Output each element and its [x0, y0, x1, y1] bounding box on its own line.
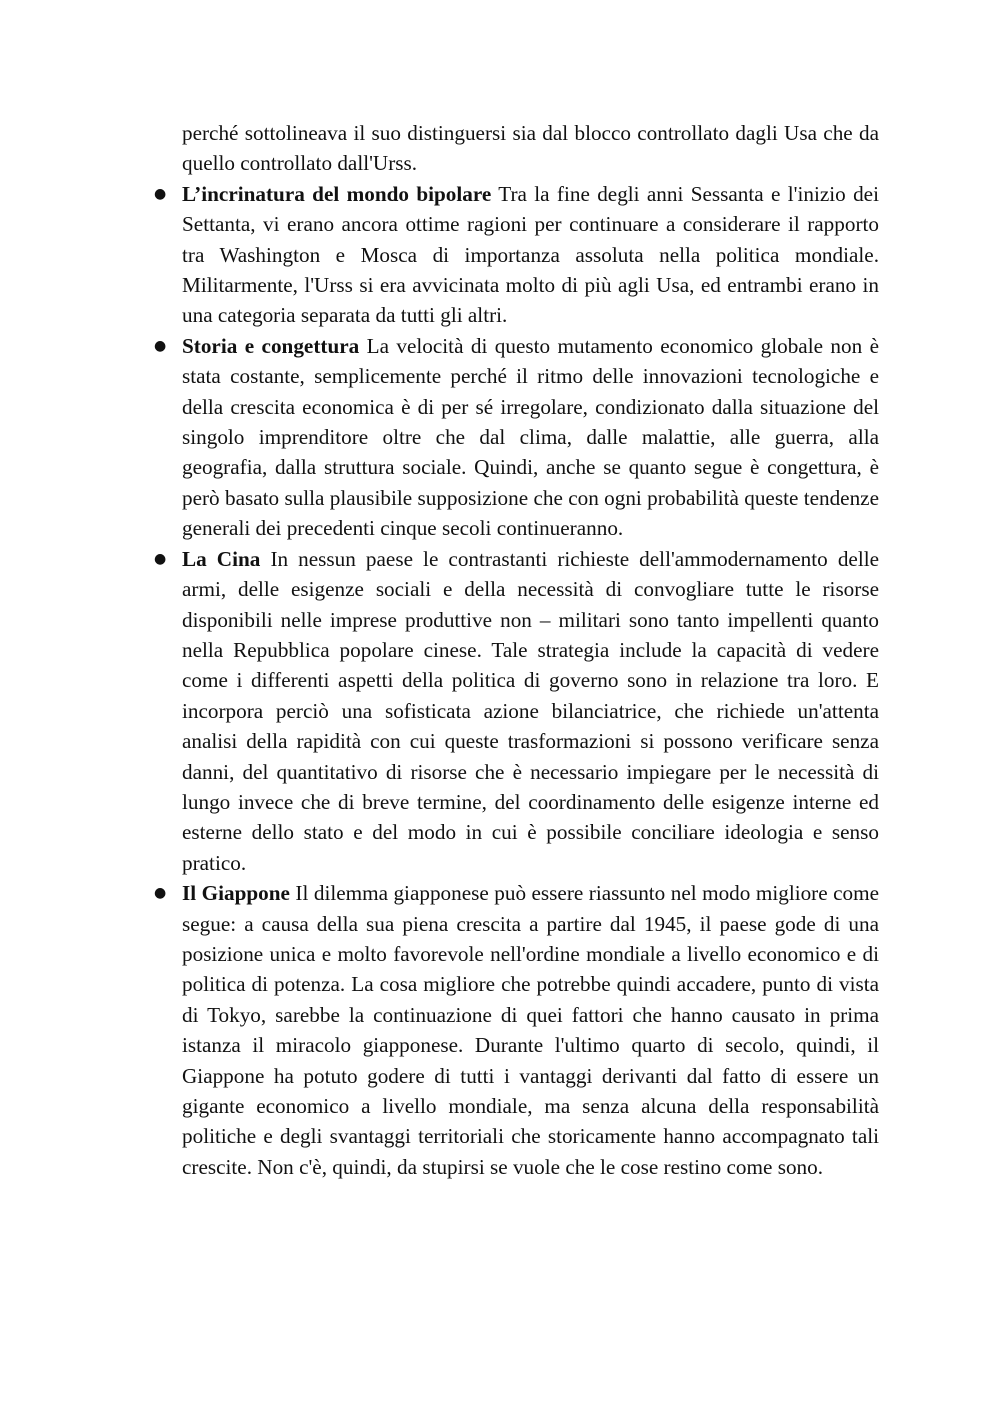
item-text: Tra la fine degli anni Sessanta e l'inizio dei Settanta, vi erano ancora ottime ragioni per continuare a considerare il rapporto tra Washington e Mosca di importanza assoluta nella politica mondiale. Militarmente, l'Urss si era avvicinata molto di più agli Usa, ed entrambi erano in una categoria separata da tutti gli altri.	[182, 181, 879, 328]
item-heading: La Cina	[182, 546, 261, 571]
item-text: Il dilemma giapponese può essere riassunto nel modo migliore come segue: a causa della sua piena crescita a partire dal 1945, il paese gode di una posizione unica e molto favorevole nell'ordine mondiale a livello economico e di politica di potenza. La cosa migliore che potrebbe quindi accadere, punto di vista di Tokyo, sarebbe la continuazione di quei fattori che hanno causato in prima istanza il miracolo giapponese. Durante l'ultimo quarto di secolo, quindi, il Giappone ha potuto godere di tutti i vantaggi derivanti dal fatto di essere un gigante economico a livello mondiale, ma senza alcuna della responsabilità politiche e degli svantaggi territoriali che storicamente hanno accompagnato tali crescite. Non c'è, quindi, da stupirsi se vuole che le cose restino come sono.	[182, 881, 880, 1179]
bullet-icon: ●	[154, 185, 167, 202]
item-heading: Storia e congettura	[182, 333, 360, 358]
item-heading: Il Giappone	[182, 881, 290, 906]
list-item-bipolar-world	[154, 179, 879, 331]
list-item-history-conjecture	[154, 331, 880, 544]
list-item-japan	[154, 878, 880, 1182]
bullet-icon: ●	[154, 885, 167, 902]
list-item-china	[154, 544, 879, 878]
item-text: La velocità di questo mutamento economico globale non è stata costante, semplicemente perché il ritmo delle innovazioni tecnologiche e della crescita economica è di per sé irregolare, condizionato dalla situazione del singolo imprenditore oltre che dal clima, dalle malattie, alle guerra, alla geografia, dalla struttura sociale. Quindi, anche se quanto segue è congettura, è però basato sulla plausibile supposizione che con ogni probabilità queste tendenze generali dei precedenti cinque secoli continueranno.	[182, 333, 880, 541]
item-text: In nessun paese le contrastanti richieste dell'ammodernamento delle armi, delle esigenze sociali e della necessità di convogliare tutte le risorse disponibili nelle imprese produttive non – militari sono tanto impellenti quanto nella Repubblica popolare cinese. Tale strategia include la capacità di vedere come i differenti aspetti della politica di governo sono in relazione tra loro. E incorpora perciò una sofisticata azione bilanciatrice, che richiede un'attenta analisi della rapidità con cui queste trasformazioni si possono verificare senza danni, del quantitativo di risorse che è necessario impiegare per le necessità di lungo invece che di breve termine, del coordinamento delle esigenze interne ed esterne dello stato e del modo in cui è possibile conciliare ideologia e senso pratico.	[182, 546, 879, 875]
continuation-paragraph: perché sottolineava il suo distinguersi sia dal blocco controllato dagli Usa che da quello controllato dall'Urss.	[182, 121, 879, 176]
document-body	[154, 118, 880, 1182]
bullet-icon: ●	[154, 550, 167, 567]
bullet-icon: ●	[154, 337, 167, 354]
item-heading: L’incrinatura del mondo bipolare	[182, 181, 492, 206]
